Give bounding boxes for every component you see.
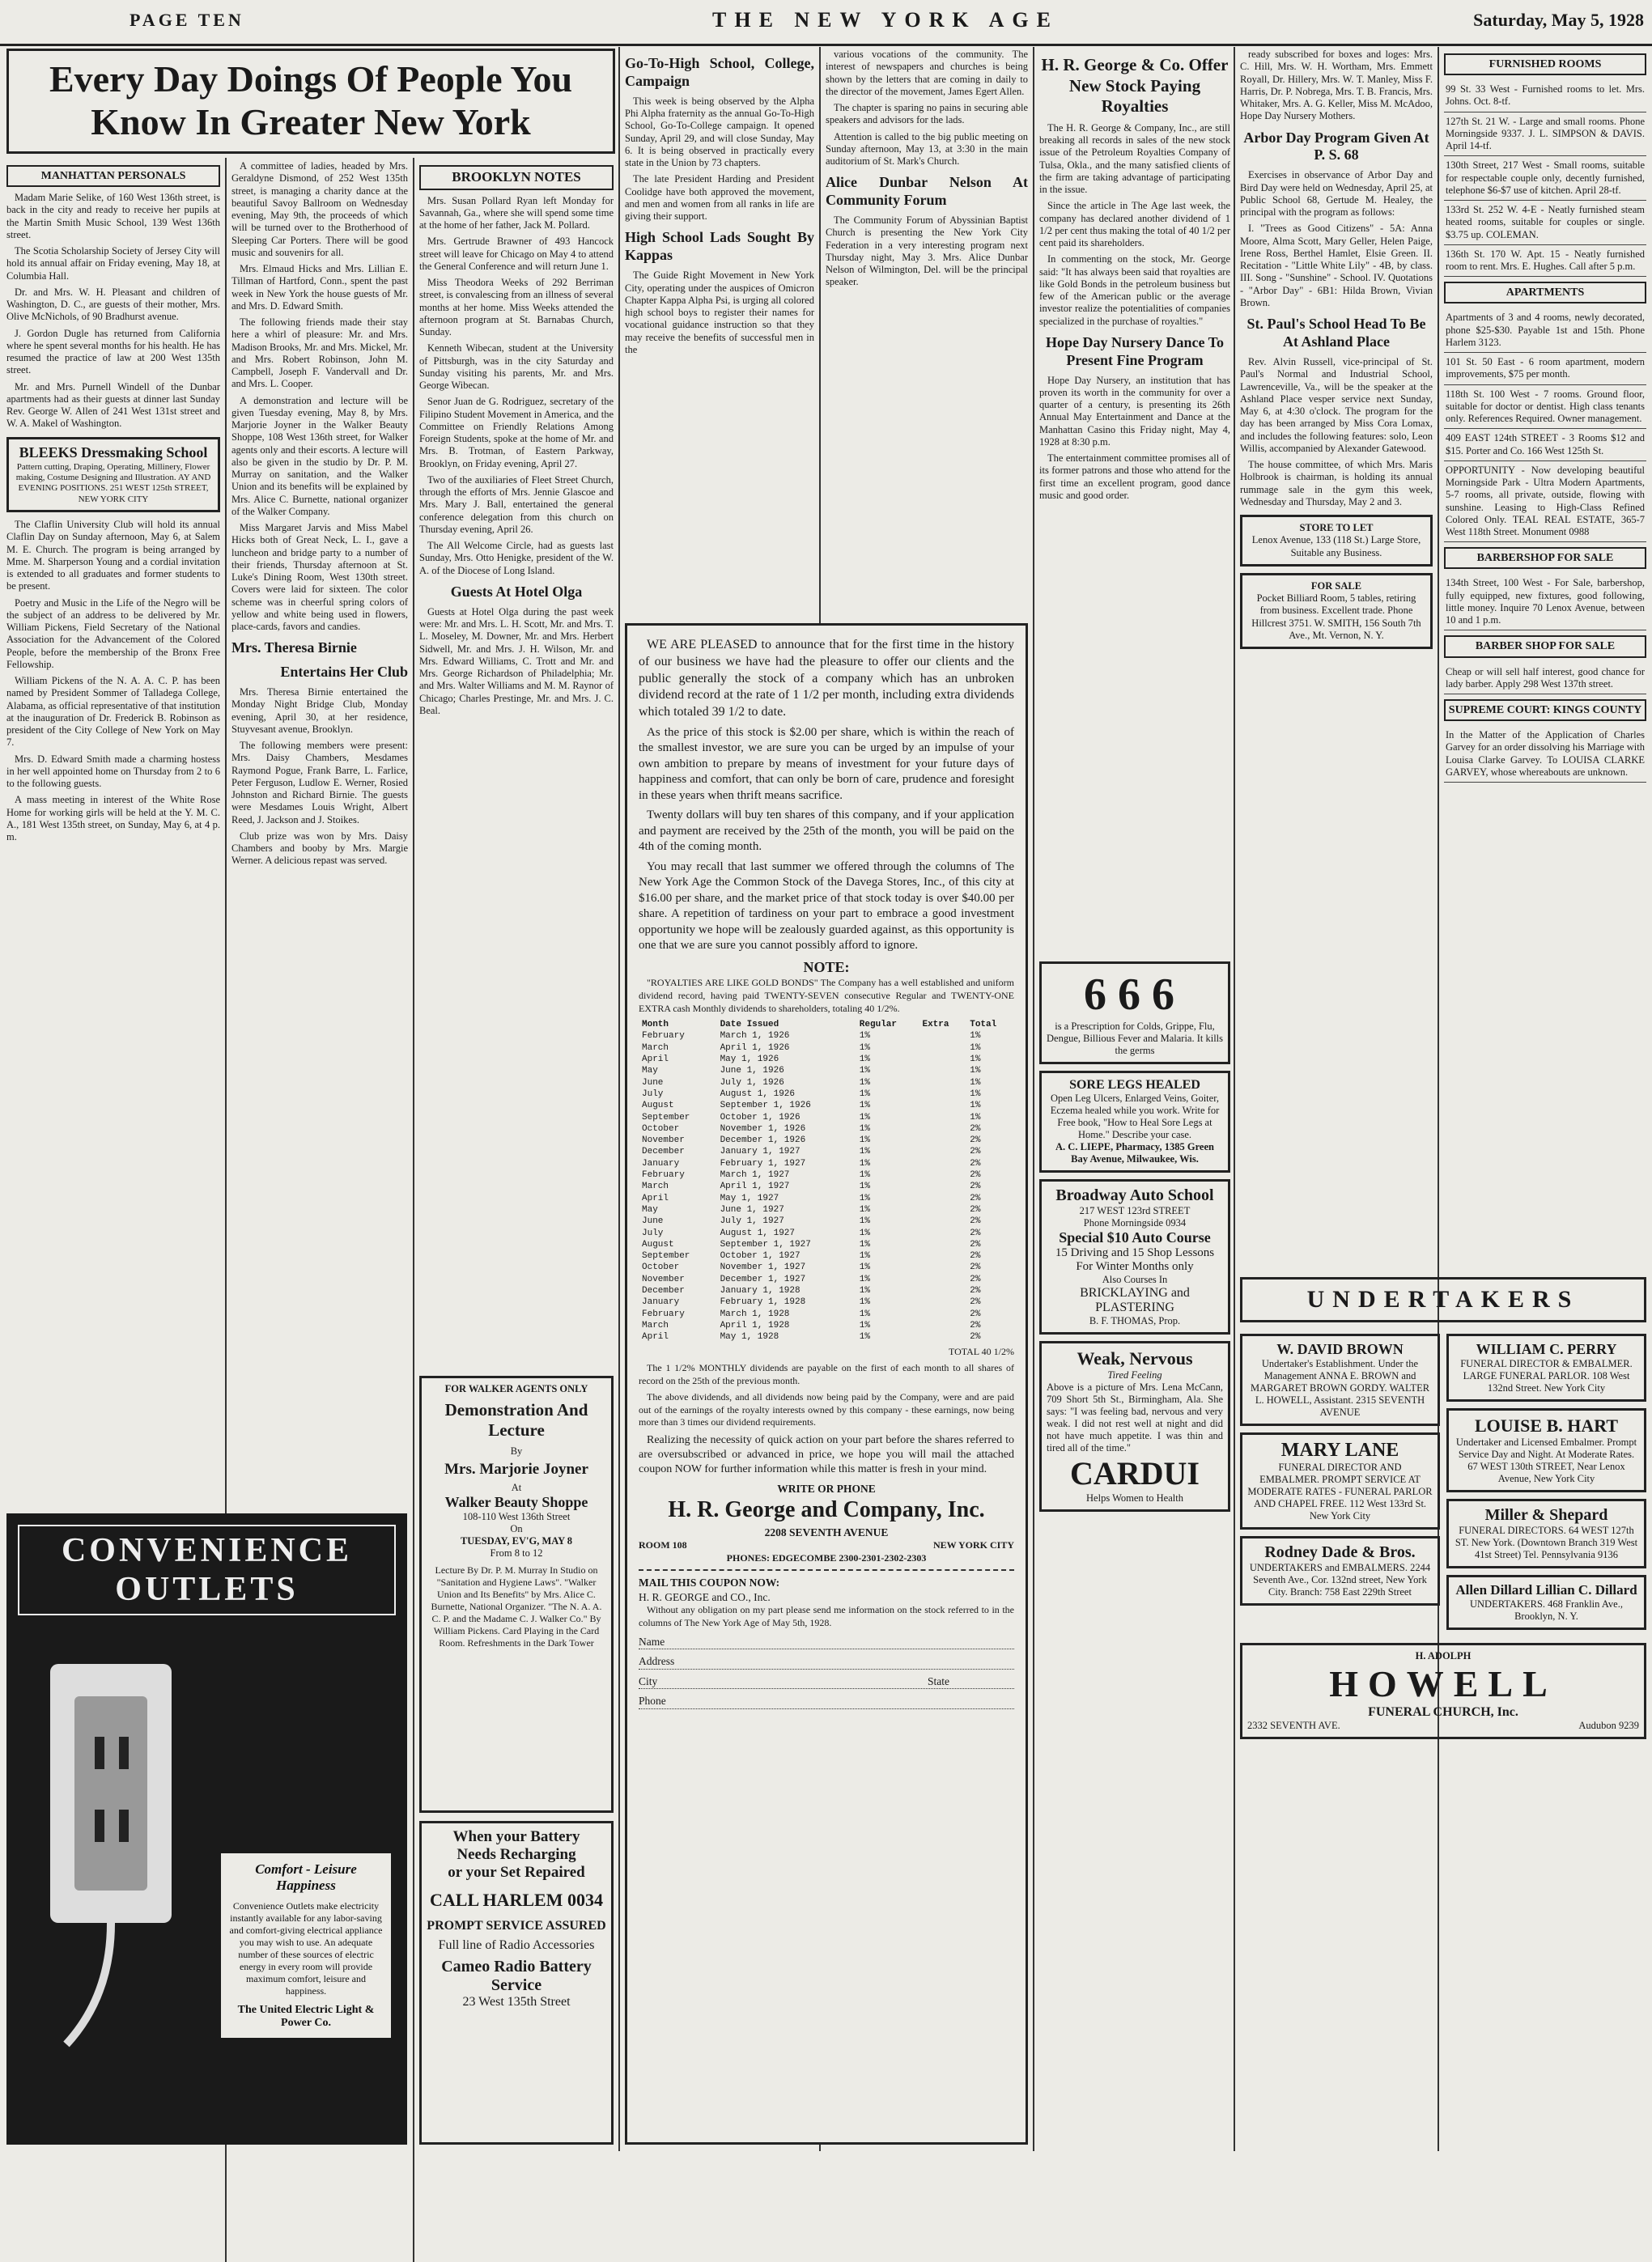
classified-listing: OPPORTUNITY - Now developing beautiful Morningside Park - Ultra Modern Apartments, 5-7 rooms, all private, outside, flowing with sunshine. Leasing to High-Class Refined Colored Only. TEAL REAL ESTATE, 365-7 West 118th Street. Monument 0988 [1444,461,1646,543]
firm-name: H. R. George and Company, Inc. [668,1497,985,1523]
bleeks-ad: BLEEKS Dressmaking School Pattern cutting, Draping, Operating, Millinery, Flower making, Costume Designing and Illustration. AY AND EVENING POSITIONS. 251 WEST 125th STREET, NEW YORK CITY [6,437,220,513]
column-rule [1234,47,1235,2151]
table-row: January February 1, 1928 1% 2% [642,1297,981,1308]
table-row: July August 1, 1927 1% 2% [642,1228,981,1238]
dillard-undertaker-ad: Allen Dillard Lillian C. Dillard UNDERTAKERS. 468 Franklin Ave., Brooklyn, N. Y. [1446,1575,1646,1630]
section-heading: APARTMENTS [1444,282,1646,303]
undertakers-section [1240,1277,1646,2147]
table-row: December January 1, 1928 1% 2% [642,1285,981,1296]
page-number: PAGE TEN [130,10,244,30]
classified-listing: 101 St. 50 East - 6 room apartment, modern improvements, $75 per month. [1444,353,1646,385]
column-7: ready subscribed for boxes and loges: Mrs. C. Hill, Mrs. W. H. Wortham, Mrs. Emmett Royall, Dr. Hillery, Mrs. W. T. Manley, Miss F. Harris, Dr. P. Nobrega, Mrs. T. B. Francis, Mrs. Whitaker, Mrs. A. G. Keller, Miss M. McAdoo, Hope Day Nursery Mothers. Arbor Day Program Given At P. S. 68 Exercises in observance of Arbor Day and Bird Day were held on Wednesday, April 25, at Public School 68, Gertude M. Healey, the principal with the program as follows: I. "Trees as Good Citizens" - 5A: Anna Moore, Alma Scott, Mary Geller, Helen Paige, Irene Ross, Berthel Hamlet, Elsie Green. II. Recitation - "Little White Lily" - 4B, by class. III. Song - "Sunshine" - School. IV. Quotations - "Arbor Day" - 6B1: Hilda Brown, Vivian Brown. St. Paul's School Head To Be At Ashland Place Rev. Alvin Russell, vice-principal of St. Paul's Normal and Industrial School, Lawrenceville, Va., will be the speaker at the Ashland Place vesper service next Sunday, May 6, at 4:30 o'clock. The program for the day has been arranged by Miss Cora Lomax, and includes the following features: solo, Leon Willis, accompanied by Alexander Gatewood. The house committee, of which Mrs. Maris Holbrook is chairman, is holding its annual rummage sale in the gym this week, Wednesday and Thursday, May 2 and 3. STORE TO LET Lenox Avenue, 133 (118 St.) Large Store, Suitable any Business. FOR SALE Pocket Billiard Room, 5 tables, retiring from business. Excellent trade. Phone Hillcrest 3751. W. SMITH, 156 South 7th Ave., Mt. Vernon, N. Y. [1240,49,1433,1263]
banner-headline: Every Day Doings Of People You Know In Greater New York [6,49,615,154]
column-1: MANHATTAN PERSONALS Madam Marie Selike, of 160 West 136th street, is back in the city and ready to receive her pupils at the Martin Smith Music School, 139 West 136th street. The Scotia Scholarship Society of Jersey City will hold its annual affair on Friday evening, May 18, at Columbia Hall. Dr. and Mrs. W. H. Pleasant and children of Washington, D. C., are guests of their mother, Mrs. Olive McNichols, of 90 Bradhurst avenue. J. Gordon Dugle has returned from California where he spent several months for his health. He has resumed the practice of law at 200 West 135th street. Mr. and Mrs. Purnell Windell of the Dunbar apartments had as their guests at dinner last Sunday Rev. George W. Allen of 241 West 131st street and W. A. Makel of Washington. BLEEKS Dressmaking School Pattern cutting, Draping, Operating, Millinery, Flower making, Costume Designing and Illustration. AY AND EVENING POSITIONS. 251 WEST 125th STREET, NEW YORK CITY The Claflin University Club will hold its annual Claflin Day on Sunday afternoon, May 6, at Salem M. E. Church. The program is being arranged by Mme. M. Sharperson Young and a cordial invitation is extended to all graduates and former students to be present. Poetry and Music in the Life of the Negro will be the subject of an address to be delivered by Mr. William Pickens, Field Secretary of the National Association for the Advancement of the Colored People, before the membership of the Bronx Free Fellowship. William Pickens of the N. A. A. C. P. has been named by President Sommer of Talladega College, Alabama, as official representative of that institution at the inauguration of Dr. Frederick B. Robinson as president of the City College of New York on May 7. Mrs. D. Edward Smith made a charming hostess in her well appointed home on Thursday from 2 to 6 to the following guests. A mass meeting in interest of the White Rose Home for working girls will be held at the Y. M. C. A., 181 West 135th street, on Sunday, May 6, at 4 p. m. [6,160,220,1504]
column-6: H. R. George & Co. Offer New Stock Paying Royalties The H. R. George & Company, Inc., are still breaking all records in sales of the new stock issue of the Petroleum Royalties Company of Tulsa, Okla., and the many satisfied clients of the firm are taking advantage of participating in the issue. Since the article in The Age last week, the company has declared another dividend of 1 1/2 per cent thus making the total of 40 1/2 per cent paid its shareholders. In commenting on the stock, Mr. George said: "It has always been said that royalties are like Gold Bonds in the petroleum business but few of the American public or the average investor realize the potentialities of companies specialized in the purchase of royalties." Hope Day Nursery Dance To Present Fine Program Hope Day Nursery, an institution that has proven its worth in the community for over a quarter of a century, is presenting its 26th Annual May Entertainment and Dance at the Manhattan Casino this Friday night, May 4, 1928 at 8:30 p.m. The entertainment committee promises all of its former patrons and those who attend for the first time an excellent program, good dance music and good order. [1039,55,1230,501]
table-row: April May 1, 1926 1% 1% [642,1055,981,1065]
dividend-table [639,1019,1014,1343]
section-heading: BARBER SHOP FOR SALE [1444,635,1646,657]
coupon-name-field[interactable]: Name [639,1635,1014,1650]
walker-lecture-ad: FOR WALKER AGENTS ONLY Demonstration And Lecture By Mrs. Marjorie Joyner At Walker Beauty Shoppe 108-110 West 136th Street On TUESDAY, EV'G, MAY 8 From 8 to 12 Lecture By Dr. P. M. Murray In Studio on "Sanitation and Hygiene Laws". "Walker Union and Its Benefits" by Mrs. Alice C. Burnette, National Organizer. "The N. A. A. C. P. and the Madame C. J. Walker Co." By William Pickens. Card Playing in the Card Room. Refreshments in the Dark Tower [419,1376,614,1813]
outlet-icon [18,1632,204,2052]
table-row: September October 1, 1926 1% 1% [642,1112,981,1123]
classified-listing: 130th Street, 217 West - Small rooms, suitable for respectable couple only, decently furnished, telephone $6-$7 use of kitchen. April 28-tf. [1444,156,1646,201]
classified-listing: 409 EAST 124th STREET - 3 Rooms $12 and $15. Porter and Co. 166 West 125th St. [1444,429,1646,461]
convenience-outlets-ad [6,1513,407,2145]
table-row: April May 1, 1928 1% 2% [642,1332,981,1343]
table-row: August September 1, 1927 1% 2% [642,1239,981,1250]
table-header: Total [970,1020,997,1030]
hart-undertaker-ad: LOUISE B. HART Undertaker and Licensed Embalmer. Prompt Service Day and Night. At Moderate Rates. 67 WEST 130th STREET, Near Lenox Avenue, New York City [1446,1408,1646,1492]
section-heading: BROOKLYN NOTES [419,165,614,190]
column-3: BROOKLYN NOTES Mrs. Susan Pollard Ryan left Monday for Savannah, Ga., where she will spend some time at the home of her father, Jack M. Pollard. Mrs. Gertrude Brawner of 493 Hancock street will leave for Chicago on May 4 to attend the General Conference and will return June 1. Miss Theodora Weeks of 292 Berriman street, is convalescing from an illness of several months at her home. Miss Weeks attended the afternoon program at St. Barnabas Church, Sunday. Kenneth Wibecan, student at the University of Pittsburgh, was in the city Saturday and Sunday visiting his parents, Mr. and Mrs. George Wibecan. Senor Juan de G. Rodriguez, secretary of the Filipino Student Movement in America, and the Committee on Friendly Relations Among Foreign Students, spoke at the home of Mr. and Mrs. B. Trotman, of Eastern Parkway, Brooklyn, on Friday evening, April 27. Two of the auxiliaries of Fleet Street Church, through the efforts of Mrs. Jennie Glascoe and Mrs. Mary J. Ball, entertained the general conference delegation from this church on Thursday evening, April 26. The All Welcome Circle, had as guests last Sunday, Mrs. Otto Henigke, president of the W. A. of the Diocese of Long Island. Guests At Hotel Olga Guests at Hotel Olga during the past week were: Mr. and Mrs. L. H. Scott, Mr. and Mrs. T. L. Moseley, M. Downer, Mr. and Mrs. Herbert Sidwell, Mr. and Mrs. J. H. Wilson, Mr. and Mrs. Edward Williams, C. Trott and Mr. and Mrs. George Richardson of Philadelphia; Mr. and Mrs. Walter Williams and M. M. Raynor of Chicago; Charles Prestinge, Mr. and Mrs. J. C. Beal. [419,160,614,1374]
article-headline: Go-To-High School, College, Campaign [625,55,814,89]
column-2: A committee of ladies, headed by Mrs. Geraldyne Dismond, of 252 West 135th street, is managing a charity dance at the beautiful Savoy Ballroom on Wednesday evening, May 9th, the proceeds of which will be turned over to the Brotherhood of Sleeping Car Porters. There will be good music and souvenirs for all. Mrs. Elmaud Hicks and Mrs. Lillian E. Tillman of Hartford, Conn., spent the past week in New York the house guests of Mr. and Mrs. D. Edward Smith. The following friends made their stay here a whirl of pleasure: Mr. and Mrs. Madison Brooks, Mr. and Mrs. Mickel, Mr. and Mrs. Robert Robinson, John M. Campbell, Joseph F. Vandervall and Dr. and Mrs. L. Cooper. A demonstration and lecture will be given Tuesday evening, May 8, by Mrs. Marjorie Joyner in the Walker Beauty Shoppe, 108 West 136th street, for Walker agents only and their escorts. A lecture will also be given in the studio by Dr. P. M. Murray on sanitation, and the Walker Union and its benefits will be explained by Mrs. Alice C. Burnette, national organizer of the Walker Company. Miss Margaret Jarvis and Miss Mabel Hicks both of Great Neck, L. I., gave a luncheon and bridge party to a number of their friends, Thursday afternoon at St. Luke's Dining Room, West 130th street. Covers were laid for sixteen. The color scheme was in cheerful spring colors of yellow and white being used in flowers, place-cards, favors and candies. Mrs. Theresa Birnie Entertains Her Club Mrs. Theresa Birnie entertained the Monday Night Bridge Club, Monday evening, April 30, at her residence, Stuyvesant avenue, Brooklyn. The following members were present: Mrs. Daisy Chambers, Mesdames Raymond Pogue, Frank Barre, L. Farlice, Peter Ferguson, Ludlow E. Werner, Rosied Johnston and Richard Birnie. The guests were Mesdames Louis Wright, Albert Reed, J. Jackson and J. Stoikes. Club prize was won by Mrs. Daisy Chambers and booby by Mrs. Margie Werner. A delicious repast was served. [231,160,408,867]
classifieds-column: FURNISHED ROOMS 99 St. 33 West - Furnished rooms to let. Mrs. Johns. Oct. 8-tf. 127th St. 21 W. - Large and small rooms. Phone Morningside 9337. J. L. SIMPSON & DAVIS. April 14-tf. 130th Street, 217 West - Small rooms, suitable for respectable couple only, decently furnished, telephone $6-$7 use of kitchen. April 28-tf. 133rd St. 252 W. 4-E - Neatly furnished steam heated rooms, suitable for couples or single. $3.75 up. COLEMAN. 136th St. 170 W. Apt. 15 - Neatly furnished room to rent. Mrs. E. Hughes. Call after 5 p.m. APARTMENTS Apartments of 3 and 4 rooms, newly decorated, phone $25-$30. Payable 1st and 15th. Phone Harlem 3123. 101 St. 50 East - 6 room apartment, modern improvements, $75 per month. 118th St. 100 West - 7 rooms. Ground floor, suitable for doctor or dentist. High class tenants only. References Required. Owner management. 409 EAST 124th STREET - 3 Rooms $12 and $15. Porter and Co. 166 West 125th St. OPPORTUNITY - Now developing beautiful Morningside Park - Ultra Modern Apartments, 5-7 rooms, all private, outside, flowing with sunshine. Leasing to High-Class Refined Colored Only. TEAL REAL ESTATE, 365-7 West 118th Street. Monument 0988 BARBERSHOP FOR SALE 134th Street, 100 West - For Sale, barbershop, fully equipped, new fixtures, good following, little money. Inquire 70 Lenox Avenue, between 10 and 1 p.m. BARBER SHOP FOR SALE Cheap or will sell half interest, good chance for lady barber. Apply 298 West 137th street. SUPREME COURT: KINGS COUNTY In the Matter of the Application of Charles Garvey for an order dissolving his Marriage with Louisa Clarke Garvey. To LOUISA CLARKE GARVEY, whose whereabouts are unknown. [1444,49,1646,1263]
section-heading: SUPREME COURT: KINGS COUNTY [1444,699,1646,721]
hr-george-stock-ad: WE ARE PLEASED to announce that for the first time in the history of our business we have had the pleasure to offer our clients and the public generally the stock of a company which has an unbroken dividend record at the rate of 1 1/2 per month, including extra dividends which totaled 39 1/2 to date. As the price of this stock is $2.00 per share, which is within the reach of the smallest investor, we are sure you can be urged by an impulse of your own ambition to prepare by means of investment for your future days of happiness and comfort, that can only be born of care, prudence and foresight in these years when thrift means sacrifice. Twenty dollars will buy ten shares of this company, and if your application and payment are received by the 25th of the month, you will be paid on the 4th of the coming month. You may recall that last summer we offered through the columns of The New York Age the Common Stock of the Davega Stores, Inc., of this city at $16.00 per share, and the market price of that stock today is over $40.00 per share. A repetition of tardiness on your part to embrace a good investment opportunity we hope will be zealously guarded against, as this opportunity is one that we are sure you cannot possibly afford to ignore. NOTE: "ROYALTIES ARE LIKE GOLD BONDS" The Company has a well established and uniform dividend record, having paid TWENTY-SEVEN consecutive Regular and TWENTY-ONE EXTRA cash Monthly dividends to shareholders, totaling 40 1/2%. Month Date Issued Regular Extra Total February March 1, 1926 1% 1% March April 1, 1926 1% 1% April May 1, 1926 1% 1% May June 1, 1926 1% 1% June July 1, 1926 1% 1% July August 1, 1926 1% 1% August September 1, 1926 1% 1% September October 1, 1926 1% 1% October November 1, 1926 1% 2% November December 1, 1926 1% 2% December January 1, 1927 1% 2% January February 1, 1927 1% 2% February March 1, 1927 1% 2% March April 1, 1927 1% 2% April May 1, 1927 1% 2% May June 1, 1927 1% 2% June July 1, 1927 1% 2% July August 1, 1927 1% 2% August September 1, 1927 1% 2% September October 1, 1927 1% 2% October November 1, 1927 1% 2% November December 1, 1927 1% 2% December January 1, 1928 1% 2% January February 1, 1928 1% 2% February March 1, 1928 1% 2% March April 1, 1928 1% 2% April May 1, 1928 1% 2% TOTAL 40 1/2% The 1 1/2% MONTHLY dividends are payable on the first of each month to all shares of record on the 25th of the previous month. The above dividends, and all dividends now being paid by the Company, were and are paid out of the earnings of the royalty interests owned by this company - these earnings, now being more than 3 times our dividend requirements. Realizing the necessity of quick action on your part before the shares referred to are oversubscribed or advanced in price, we hope you will mail the attached coupon NOW for further information while this matter is fresh in your mind. WRITE OR PHONE H. R. George and Company, Inc. 2208 SEVENTH AVENUE ROOM 108 NEW YORK CITY PHONES: EDGECOMBE 2300-2301-2302-2303 MAIL THIS COUPON NOW: H. R. GEORGE and CO., Inc. Without any obligation on my part please send me information on the stock referred to in the columns of The New York Age of May 5th, 1928. Name Address City State Phone [625,623,1028,2145]
article-headline: High School Lads Sought By Kappas [625,229,814,264]
ad-title: CONVENIENCE OUTLETS [18,1525,396,1615]
undertakers-banner: UNDERTAKERS [1240,1277,1646,1322]
howell-funeral-ad: H. ADOLPH HOWELL FUNERAL CHURCH, Inc. 2332 SEVENTH AVE. Audubon 9239 [1240,1643,1646,1739]
table-row: November December 1, 1926 1% 2% [642,1135,981,1146]
article-headline: Guests At Hotel Olga [450,583,583,600]
classified-listing: 127th St. 21 W. - Large and small rooms. Phone Morningside 9337. J. L. SIMPSON & DAVIS. April 14-tf. [1444,112,1646,157]
article-headline: Mrs. Theresa Birnie [231,639,357,656]
for-sale-ad: FOR SALE Pocket Billiard Room, 5 tables, retiring from business. Excellent trade. Phone Hillcrest 3751. W. SMITH, 156 South 7th Ave., Mt. Vernon, N. Y. [1240,573,1433,649]
classified-listing: 99 St. 33 West - Furnished rooms to let. Mrs. Johns. Oct. 8-tf. [1444,80,1646,112]
column-6-ads [1039,955,1230,2145]
article-headline: Arbor Day Program Given At P. S. 68 [1243,129,1429,163]
column-rule [618,47,620,2151]
column-rule [1033,47,1034,2151]
section-heading: FURNISHED ROOMS [1444,53,1646,75]
table-row: March April 1, 1928 1% 2% [642,1320,981,1330]
table-header: Month [642,1020,669,1030]
classified-listing: 136th St. 170 W. Apt. 15 - Neatly furnished room to rent. Mrs. E. Hughes. Call after 5 p.m. [1444,245,1646,278]
table-row: February March 1, 1928 1% 2% [642,1309,981,1319]
classified-listing: 133rd St. 252 W. 4-E - Neatly furnished steam heated rooms, suitable for couples or single. $3.75 up. COLEMAN. [1444,201,1646,245]
classified-listing: 118th St. 100 West - 7 rooms. Ground floor, suitable for doctor or dentist. High class tenants only. References Required. Owner management. [1444,385,1646,430]
table-header: Regular [859,1020,898,1030]
table-row: March April 1, 1927 1% 2% [642,1182,981,1192]
table-row: July August 1, 1926 1% 1% [642,1089,981,1099]
newspaper-title: THE NEW YORK AGE [712,8,1059,32]
issue-date: Saturday, May 5, 1928 [1473,10,1644,30]
classified-listing: Apartments of 3 and 4 rooms, newly decorated, phone $25-$30. Payable 1st and 15th. Phone Harlem 3123. [1444,308,1646,353]
coupon-city-field[interactable]: City State [639,1674,1014,1690]
dade-undertaker-ad: Rodney Dade & Bros. UNDERTAKERS and EMBALMERS. 2244 Seventh Ave., Cor. 132nd street, New York City. Branch: 758 East 229th Street [1240,1536,1440,1606]
column-5: various vocations of the community. The interest of newspapers and churches is being shown by the letters that are coming in daily to the director of the movement, James Egert Allen. The chapter is sparing no pains in securing able speakers and advisors for the lads. Attention is called to the big public meeting on Sunday afternoon, May 13, at 3:30 in the main auditorium of St. Mark's Church. Alice Dunbar Nelson At Community Forum The Community Forum of Abyssinian Baptist Church is presenting the New York City Federation in a very interesting program next Thursday night, May 3. Mrs. Alice Dunbar Nelson of Wilmington, Del. will be the principal speaker. [826,49,1028,288]
sore-legs-ad: SORE LEGS HEALED Open Leg Ulcers, Enlarged Veins, Goiter, Eczema healed while you work. Write for Free book, "How to Heal Sore Legs at Home." Describe your case. A. C. LIEPE, Pharmacy, 1385 Green Bay Avenue, Milwaukee, Wis. [1039,1071,1230,1173]
section-heading: MANHATTAN PERSONALS [6,165,220,187]
store-to-let-ad: STORE TO LET Lenox Avenue, 133 (118 St.) Large Store, Suitable any Business. [1240,515,1433,567]
table-header: Extra [922,1020,949,1030]
perry-undertaker-ad: WILLIAM C. PERRY FUNERAL DIRECTOR & EMBALMER. LARGE FUNERAL PARLOR. 108 West 132nd Street. New York City [1446,1334,1646,1402]
table-row: June July 1, 1926 1% 1% [642,1077,981,1088]
column-rule [413,158,414,2262]
table-row: January February 1, 1927 1% 2% [642,1158,981,1169]
article-headline: Hope Day Nursery Dance To Present Fine Program [1046,333,1224,368]
table-row: October November 1, 1926 1% 2% [642,1123,981,1134]
article-subheadline: Entertains Her Club [280,664,408,681]
coupon-phone-field[interactable]: Phone [639,1694,1014,1709]
table-row: November December 1, 1927 1% 2% [642,1274,981,1284]
miller-undertaker-ad: Miller & Shepard FUNERAL DIRECTORS. 64 WEST 127th ST. New York. (Downtown Branch 319 West 41st Street) Tel. Pennsylvania 9136 [1446,1499,1646,1568]
table-row: February March 1, 1927 1% 2% [642,1170,981,1181]
table-row: September October 1, 1927 1% 2% [642,1251,981,1262]
remedy-666-ad: 666 is a Prescription for Colds, Grippe, Flu, Dengue, Billious Fever and Malaria. It kills the germs [1039,961,1230,1064]
article-headline: St. Paul's School Head To Be At Ashland Place [1246,316,1426,350]
table-row: October November 1, 1927 1% 2% [642,1263,981,1273]
table-row: March April 1, 1926 1% 1% [642,1042,981,1053]
table-row: June July 1, 1927 1% 2% [642,1216,981,1227]
lane-undertaker-ad: MARY LANE FUNERAL DIRECTOR AND EMBALMER. PROMPT SERVICE AT MODERATE RATES - FUNERAL PARLOR AND CHAPEL FREE. 112 West 133rd St. New York City [1240,1432,1440,1530]
table-row: April May 1, 1927 1% 2% [642,1193,981,1203]
cardui-ad: Weak, Nervous Tired Feeling Above is a picture of Mrs. Lena McCann, 709 Short 5th St., Birmingham, Ala. She says: "I was feeling bad, nervous and very weak. I did not rest well at night and did not have much appetite. I was thin and tired all of the time." CARDUI Helps Women to Health [1039,1341,1230,1512]
ad-text-box: Comfort - Leisure Happiness Convenience Outlets make electricity instantly available for any labor-saving and comfort-giving electrical appliance you may wish to use. An adequate number of these sources of electric energy in every room will provide maximum comfort, leisure and happiness. The United Electric Light & Power Co. [221,1853,391,2038]
brown-undertaker-ad: W. DAVID BROWN Undertaker's Establishment. Under the Management ANNA E. BROWN and MARGARET BROWN GORDY. WALTER L. HOWELL, Assistant. 2315 SEVENTH AVENUE [1240,1334,1440,1426]
auto-school-ad: Broadway Auto School 217 WEST 123rd STREET Phone Morningside 0934 Special $10 Auto Course 15 Driving and 15 Shop Lessons For Winter Months only Also Courses In BRICKLAYING and PLASTERING B. F. THOMAS, Prop. [1039,1179,1230,1335]
column-4: Go-To-High School, College, Campaign This week is being observed by the Alpha Phi Alpha fraternity as the annual Go-To-High School, Go-To-College campaign. It opened Sunday, April 29, and will close Sunday, May 6. It is being observed in practically every state in the Union by 73 chapters. The late President Harding and President Coolidge have both approved the movement, and men and women from all ranks in life are giving their support. High School Lads Sought By Kappas The Guide Right Movement in New York City, operating under the auspices of Omicron Chapter Kappa Alpha Psi, is urging all colored high school boys to register their names for vocational guidance instruction so that they may receive the benefits of successful men in the [625,55,814,355]
table-header: Date Issued [720,1020,779,1030]
table-row: May June 1, 1927 1% 2% [642,1204,981,1215]
table-row: August September 1, 1926 1% 1% [642,1101,981,1111]
coupon-address-field[interactable]: Address [639,1654,1014,1670]
table-row: February March 1, 1926 1% 1% [642,1031,981,1042]
article-headline: H. R. George & Co. Offer New Stock Paying Royalties [1041,55,1229,117]
table-row: May June 1, 1926 1% 1% [642,1066,981,1076]
section-heading: BARBERSHOP FOR SALE [1444,547,1646,569]
article-headline: Alice Dunbar Nelson At Community Forum [826,174,1028,209]
battery-service-ad: When your Battery Needs Recharging or your Set Repaired CALL HARLEM 0034 PROMPT SERVICE ASSURED Full line of Radio Accessories Cameo Radio Battery Service 23 West 135th Street [419,1821,614,2145]
table-row: December January 1, 1927 1% 2% [642,1147,981,1157]
